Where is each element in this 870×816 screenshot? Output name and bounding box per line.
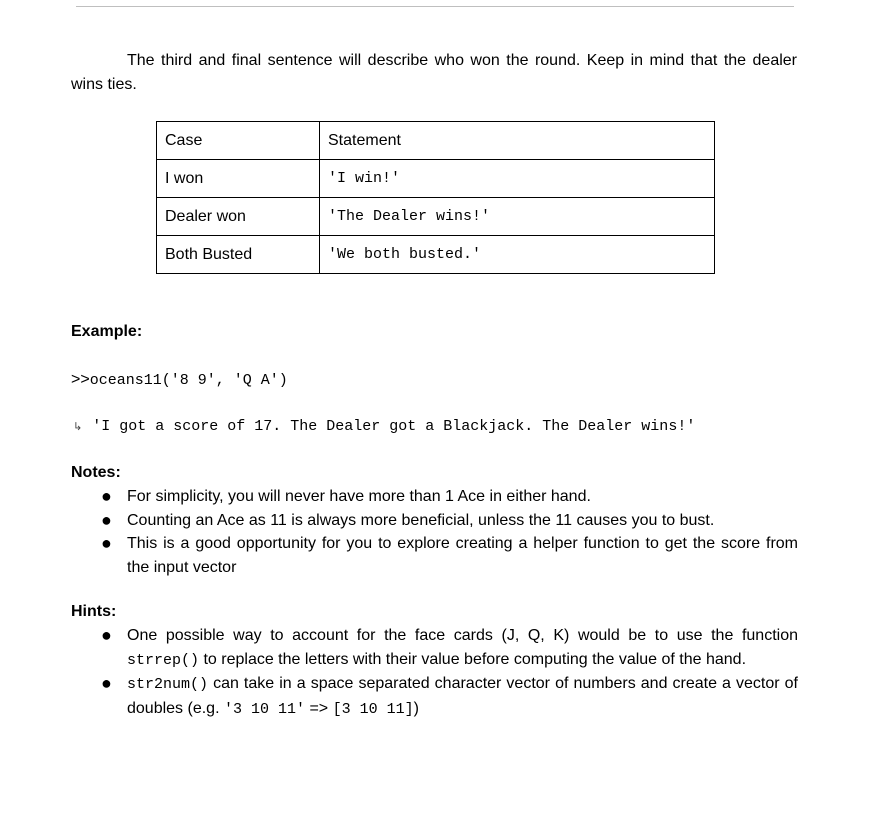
hints-list (101, 624, 798, 721)
case-cell: I won (157, 160, 320, 198)
bullet-icon: ● (101, 673, 112, 693)
hints-heading: Hints: (71, 603, 117, 620)
case-cell: Dealer won (157, 198, 320, 236)
strrep-code: strrep() (127, 651, 200, 669)
table-row (157, 160, 715, 198)
intro-paragraph (71, 49, 797, 97)
example-call (71, 371, 288, 389)
list-item: ● This is a good opportunity for you to explore creating a helper function to get the score from the input vector (101, 533, 798, 576)
table-row (157, 236, 715, 274)
case-statement-table (156, 121, 715, 274)
intro-text: The third and final sentence will describe who won the round. Keep in mind that the dealer wins ties. (71, 52, 797, 93)
statement-cell: 'We both busted.' (320, 236, 715, 274)
notes-heading: Notes: (71, 464, 121, 481)
list-item: ● Counting an Ace as 11 is always more beneficial, unless the 11 causes you to bust. (101, 509, 798, 533)
notes-list (101, 485, 798, 579)
header-case: Case (157, 122, 320, 160)
case-cell: Both Busted (157, 236, 320, 274)
return-arrow-icon: ↳ (73, 420, 83, 433)
example-output (73, 418, 695, 435)
example-heading: Example: (71, 323, 143, 340)
statement-cell: 'I win!' (320, 160, 715, 198)
str2num-code: str2num() (127, 676, 209, 693)
list-item: ● str2num() can take in a space separated character vector of numbers and create a vector of doubles (e.g. '3 10 11' => [3 10 11]) (101, 673, 798, 718)
bullet-icon: ● (101, 625, 112, 645)
table-header-row (157, 122, 715, 160)
header-statement: Statement (320, 122, 715, 160)
example-output-code: 'I got a score of 17. The Dealer got a Blackjack. The Dealer wins!' (92, 418, 696, 435)
bullet-icon: ● (101, 509, 112, 530)
bullet-icon: ● (101, 533, 112, 553)
example-call-code: oceans11('8 9', 'Q A') (89, 372, 288, 389)
statement-cell: 'The Dealer wins!' (320, 198, 715, 236)
page-top-rule (76, 6, 794, 7)
table-row (157, 198, 715, 236)
prompt-symbol: >> (71, 371, 90, 388)
list-item: ● For simplicity, you will never have more than 1 Ace in either hand. (101, 485, 798, 509)
bullet-icon: ● (101, 486, 112, 506)
list-item: ● One possible way to account for the face cards (J, Q, K) would be to use the function strrep() to replace the letters with their value before computing the value of the hand. (101, 625, 798, 669)
